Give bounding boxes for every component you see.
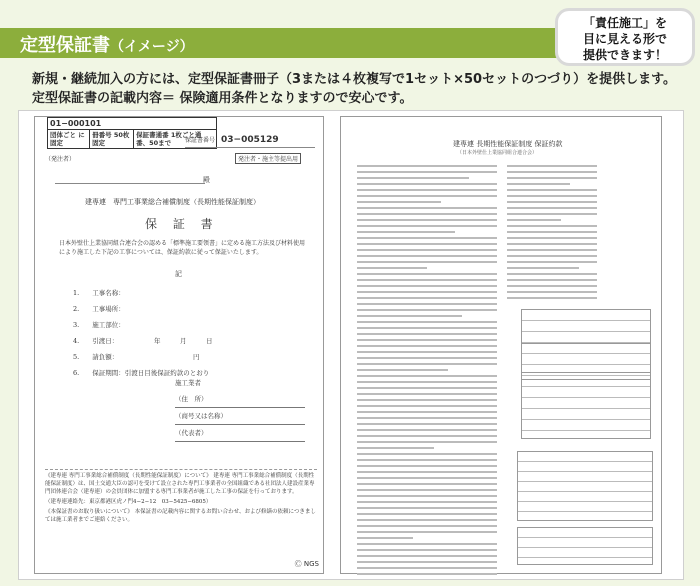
contractor-company: （商号又は名称） xyxy=(175,408,305,425)
issuer-label: （発注者） xyxy=(45,156,76,163)
item-part: 3. 施工部位： xyxy=(73,321,125,329)
badge-line-3: 提供できます！ xyxy=(582,48,667,62)
item-name: 1. 工事名称： xyxy=(73,289,125,297)
terms-table-5 xyxy=(517,527,653,565)
terms-title: 建専連 長期性能保証制度 保証約款 xyxy=(453,140,563,148)
badge-line-1: 「責任施工」を xyxy=(582,16,667,30)
serial-cell-sequence: 保証書通番 1枚ごと通番、50まで xyxy=(136,131,202,147)
copy-label: 発注者・施主等提出用 xyxy=(235,153,301,164)
terms-text-left xyxy=(357,165,497,579)
terms-table-4 xyxy=(517,451,653,521)
certificate-number xyxy=(185,135,279,145)
terms-table-2 xyxy=(521,343,651,373)
certificate-number-label: 保証書番号 xyxy=(185,137,216,144)
section-title-text: 定型保証書 xyxy=(20,35,110,56)
terms-table-3 xyxy=(521,379,651,439)
certificate-heading: 保 証 書 xyxy=(145,217,219,231)
intro-text xyxy=(32,70,676,108)
section-header xyxy=(0,28,600,58)
item-period: 6. 保証期間：引渡日目後保証約款のとおり xyxy=(73,369,210,377)
serial-number: 01−000101 xyxy=(48,118,216,130)
item-delivery-date: 4. 引渡日： 年 月 日 xyxy=(73,337,213,345)
section-title xyxy=(20,31,194,57)
section-title-sub: （イメージ） xyxy=(110,39,194,55)
terms-subtitle: （日本外壁仕上業協同組合連合会） xyxy=(457,150,538,156)
badge-line-2: 目に見える形で xyxy=(582,32,667,46)
addressee-suffix: 殿 xyxy=(203,176,210,184)
contractor-sign-block xyxy=(175,375,305,442)
note-3: 《本保証書のお取り扱いについて》 本保証書の記載内容に関するお問い合わせ、および修繕の依頼につきましては施工業者までご連絡ください。 xyxy=(45,509,316,523)
note-1: 《建専連 専門工事業総合補償制度（長期性能保証制度）について》 建専連 専門工事業総合補償制度（長期性能保証制度）は、国土交通大臣の認可を受けて設立された専門工事業者の全国組織である社団法人建設産業専門団体連合会（建専連）の会員団体に加盟する専門工事業者が施工した工事の保証を行っております。 xyxy=(45,473,315,495)
serial-cell-group: 団体ごと に固定 xyxy=(48,130,90,148)
warranty-terms-document xyxy=(340,116,662,574)
serial-cell-book: 冊番号 50枚固定 xyxy=(90,130,134,148)
item-location: 2. 工事場所： xyxy=(73,305,125,313)
contractor-representative: （代表者） xyxy=(175,425,305,442)
contractor-label: 施工業者 xyxy=(175,379,201,387)
warranty-certificate xyxy=(34,116,324,574)
ngs-mark: Ⓒ NGS xyxy=(294,560,319,568)
responsibility-badge xyxy=(555,8,695,66)
ki-label: 記 xyxy=(175,270,182,278)
terms-text-mid xyxy=(507,165,597,303)
note-2: （建専連連絡先：東京都港区虎ノ門4−2−12 03−5425−6805） xyxy=(45,499,212,505)
certificate-number-value: 03−005129 xyxy=(221,135,279,145)
organization-name: 建専連 専門工事業総合補償制度（長期性能保証制度） xyxy=(85,198,260,206)
certificate-paragraph: 日本外壁仕上業協同組合連合会の認める「標準施工要領書」に定める施工方法及び材料使用により施工した下記の工事については、保証約款に従って保証いたします。 xyxy=(59,240,306,256)
intro-line-1: 新規・継続加入の方には、定型保証書冊子（3または４枚複写で1セット×50セットのつづり）を提供します。 xyxy=(32,72,677,87)
contractor-address: （住 所） xyxy=(175,391,305,408)
item-amount: 5. 請負額： 円 xyxy=(73,353,200,361)
certificate-items xyxy=(73,285,212,381)
certificate-notes xyxy=(45,469,317,526)
intro-line-2: 定型保証書の記載内容＝ 保険適用条件となりますので安心です。 xyxy=(32,91,413,106)
